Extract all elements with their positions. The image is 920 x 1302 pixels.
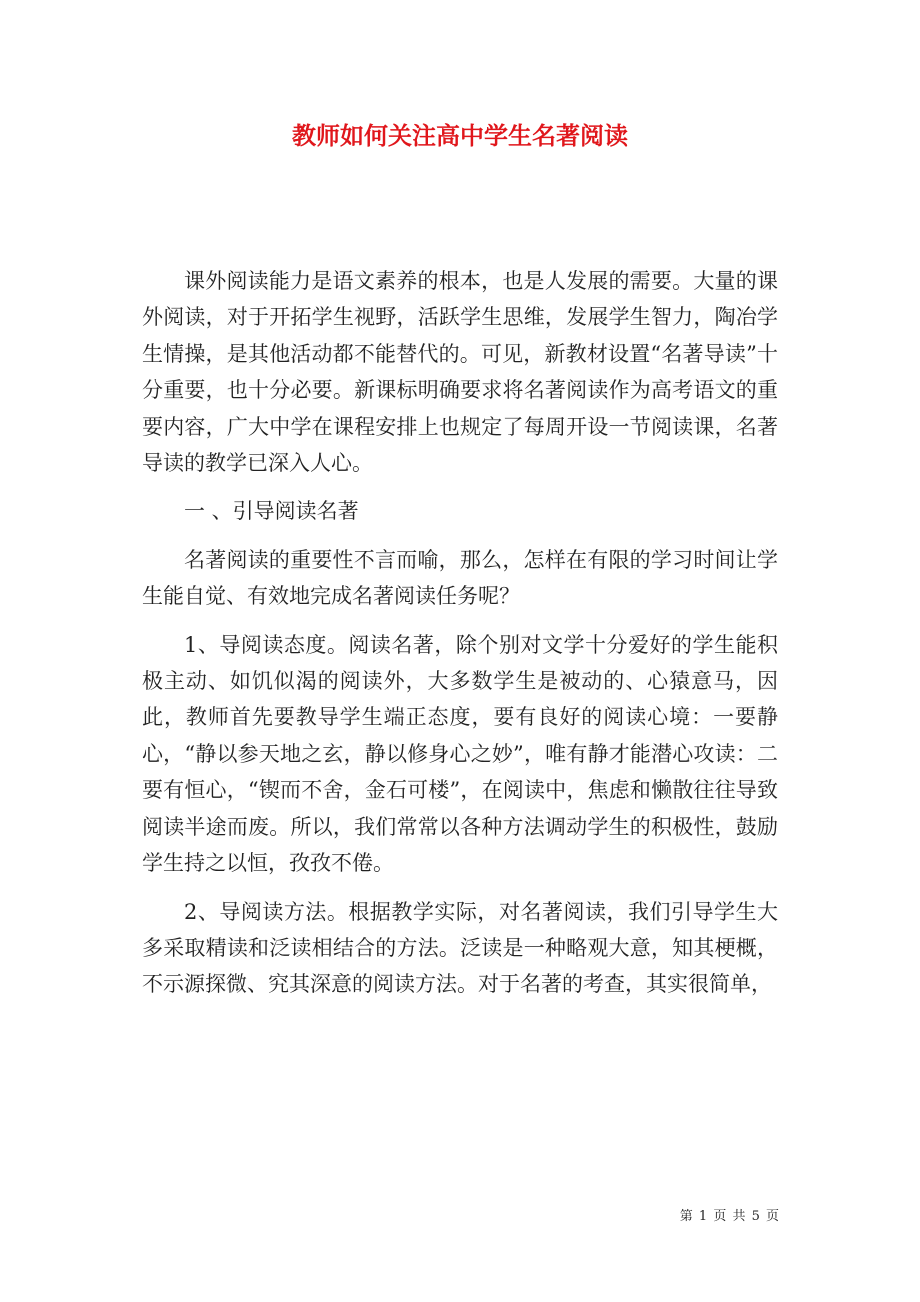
- section-heading: 一 、引导阅读名著: [184, 499, 359, 524]
- page-number: 第 1 页 共 5 页: [679, 1209, 780, 1224]
- page-title: 教师如何关注高中学生名著阅读: [292, 121, 628, 150]
- paragraph-question: 名著阅读的重要性不言而喻，那么，怎样在有限的学习时间让学生能自觉、有效地完成名著阅读任务呢？: [142, 547, 778, 609]
- document-body: [142, 263, 778, 1003]
- paragraph-reading-attitude: 1、导阅读态度。阅读名著，除个别对文学十分爱好的学生能积极主动、如饥似渴的阅读外，大多数学生是被动的、心猿意马，因此，教师首先要教导学生端正态度，要有良好的阅读心境：一要静心，“静以参天地之玄，静以修身心之妙”，唯有静才能潜心攻读：二要有恒心，“锲而不舍，金石可楼”，在阅读中，焦虑和懒散往往导致阅读半途而废。所以，我们常常以各种方法调动学生的积极性，鼓励学生持之以恒，孜孜不倦。: [142, 632, 778, 876]
- paragraph-reading-method: 2、导阅读方法。根据教学实际，对名著阅读，我们引导学生大多采取精读和泛读相结合的方法。泛读是一种略观大意，知其梗概，不示源探微、究其深意的阅读方法。对于名著的考查，其实很简单，: [142, 899, 778, 997]
- paragraph-intro: 课外阅读能力是语文素养的根本，也是人发展的需要。大量的课外阅读，对于开拓学生视野，活跃学生思维，发展学生智力，陶冶学生情操，是其他活动都不能替代的。可见，新教材设置“名著导读”十分重要，也十分必要。新课标明确要求将名著阅读作为高考语文的重要内容，广大中学在课程安排上也规定了每周开设一节阅读课，名著导读的教学已深入人心。: [142, 269, 778, 476]
